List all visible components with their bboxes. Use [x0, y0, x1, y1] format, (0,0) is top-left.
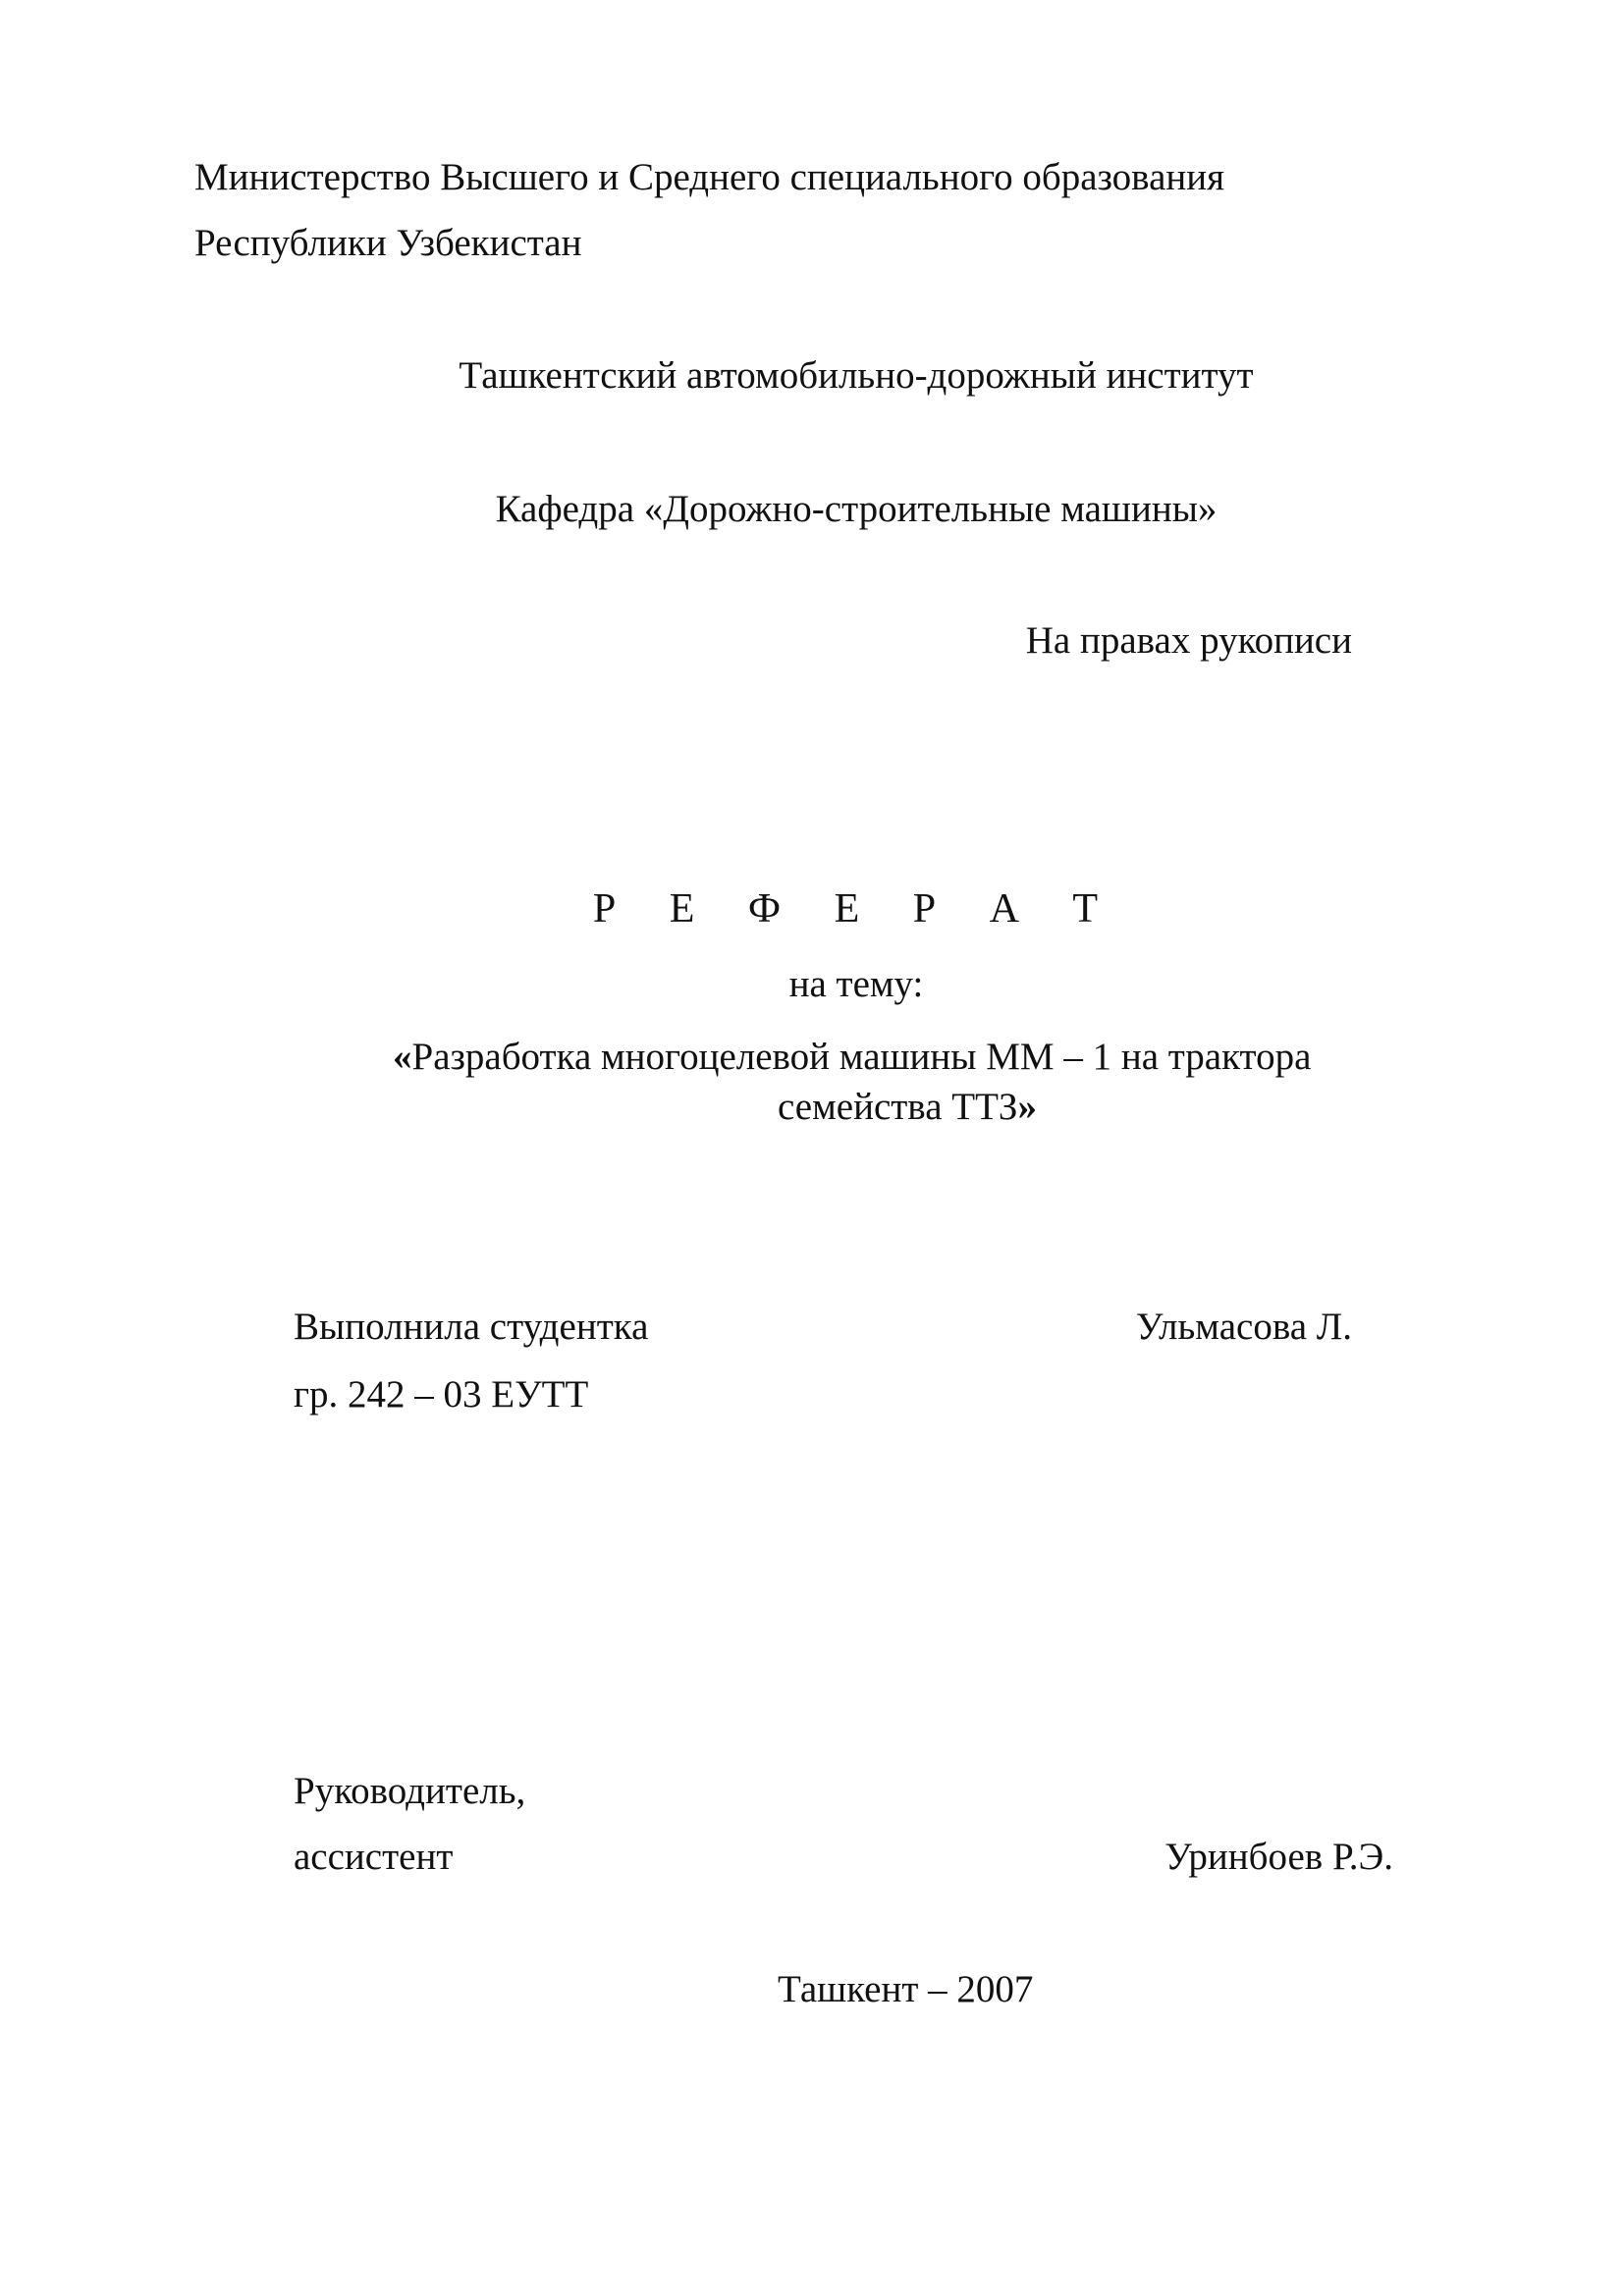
- topic-text-1: Разработка многоцелевой машины ММ – 1 на трактора: [411, 1036, 1312, 1078]
- supervisor-name: Уринбоев Р.Э.: [1164, 1836, 1393, 1878]
- author-label: Выполнила студентка: [294, 1306, 649, 1348]
- ministry-line-1: Министерство Высшего и Среднего специального образования: [194, 156, 1225, 198]
- supervisor-role: ассистент: [294, 1836, 454, 1878]
- city-year: Ташкент – 2007: [778, 1968, 1034, 2010]
- author-name: Ульмасова Л.: [1135, 1306, 1352, 1348]
- topic-text-2: семейства ТТЗ: [778, 1086, 1018, 1128]
- document-title: Р Е Ф Е Р А Т: [592, 886, 1120, 932]
- topic-open-quote: «: [393, 1036, 412, 1078]
- topic-line-1: [393, 1038, 1311, 1076]
- topic-line-2: [778, 1088, 1037, 1126]
- supervisor-label: Руководитель,: [294, 1770, 526, 1812]
- ministry-line-2: Республики Узбекистан: [194, 222, 582, 264]
- manuscript-note: На правах рукописи: [1025, 619, 1352, 662]
- student-group: гр. 242 – 03 ЕУТТ: [294, 1373, 589, 1415]
- institute-name: Ташкентский автомобильно-дорожный институт: [459, 354, 1254, 397]
- topic-close-quote: »: [1017, 1086, 1037, 1128]
- document-subtitle: на тему:: [788, 963, 924, 1005]
- department-name: Кафедра «Дорожно-строительные машины»: [495, 488, 1218, 530]
